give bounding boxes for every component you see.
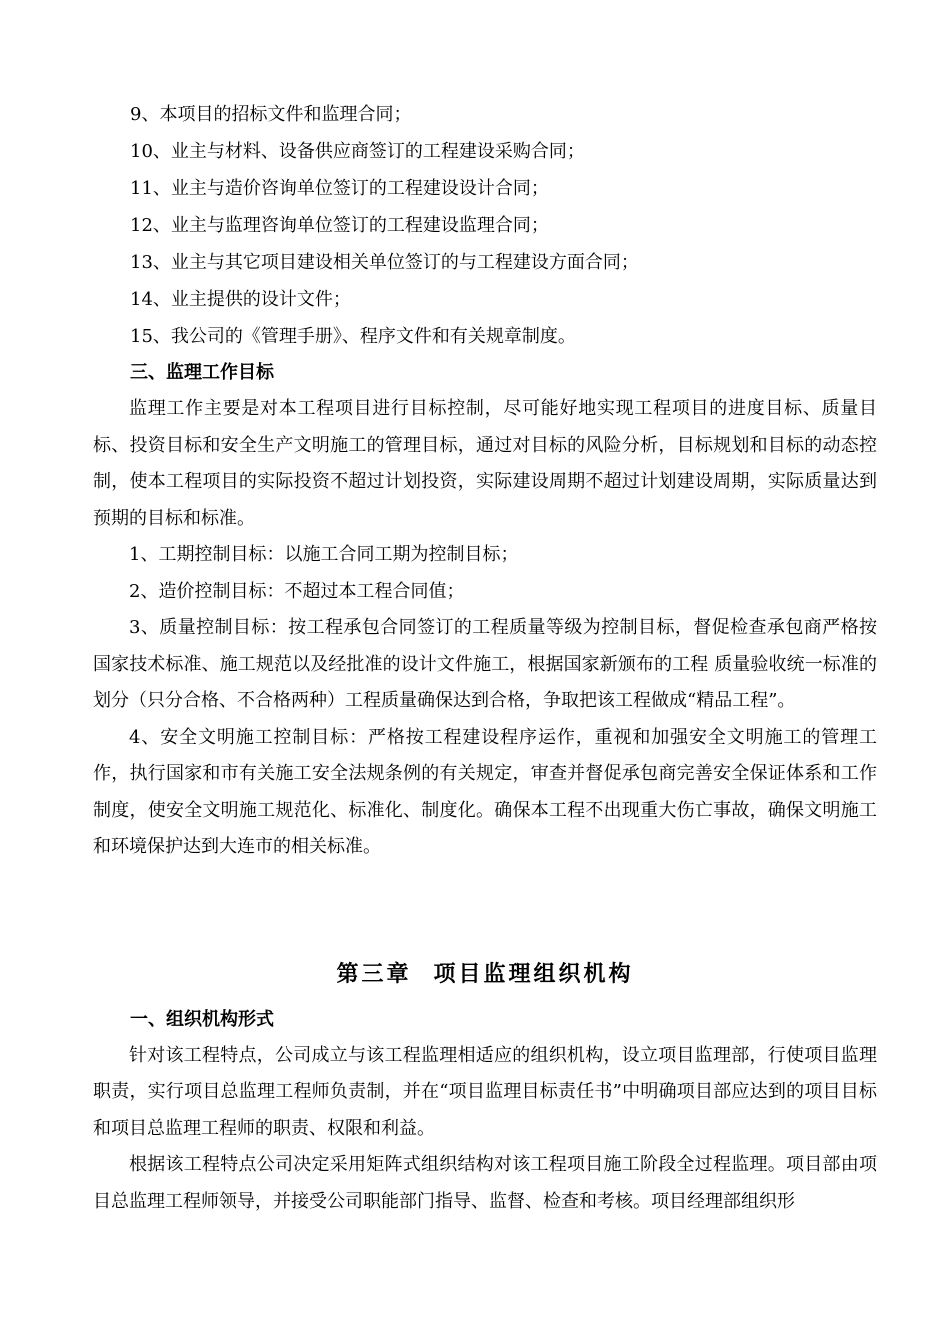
objectives-intro-paragraph: 监理工作主要是对本工程项目进行目标控制，尽可能好地实现工程项目的进度目标、质量目标、投资目标和安全生产文明施工的管理目标，通过对目标的风险分析，目标规划和目标的动态控制，使本工程项目的实际投资不超过计划投资，实际建设周期不超过计划建设周期，实际质量达到预期的目标和标准。: [93, 398, 877, 529]
objective-cost: 2、造价控制目标：不超过本工程合同值；: [129, 580, 465, 602]
objective-safety: 4、安全文明施工控制目标：严格按工程建设程序运作，重视和加强安全文明施工的管理工作，执行国家和市有关施工安全法规条例的有关规定，审查并督促承包商完善安全保证体系和工作制度，使安全文明施工规范化、标准化、制度化。确保本工程不出现重大伤亡事故，确保文明施工和环境保护达到大连市的相关标准。: [93, 726, 877, 857]
section-heading-org-form: 一、组织机构形式: [130, 1008, 274, 1030]
list-item: 10、业主与材料、设备供应商签订的工程建设采购合同；: [130, 141, 585, 162]
objective-quality: 3、质量控制目标：按工程承包合同签订的工程质量等级为控制目标，督促检查承包商严格按国家技术标准、施工规范以及经批准的设计文件施工，根据国家新颁布的工程 质量验收统一标准的划分（只分合格、不合格两种）工程质量确保达到合格，争取把该工程做成“精品工程”。: [93, 617, 877, 711]
objective-schedule: 1、工期控制目标：以施工合同工期为控制目标；: [129, 544, 519, 565]
chapter-title: [93, 946, 877, 1002]
list-item: 15、我公司的《管理手册》、程序文件和有关规章制度。: [130, 326, 576, 347]
org-paragraph-2: 根据该工程特点公司决定采用矩阵式组织结构对该工程项目施工阶段全过程监理。项目部由项目总监理工程师领导，并接受公司职能部门指导、监督、检查和考核。项目经理部组织形: [93, 1154, 877, 1212]
reference-list: [93, 96, 877, 355]
list-item: 14、业主提供的设计文件；: [130, 289, 351, 310]
list-item: 12、业主与监理咨询单位签订的工程建设监理合同；: [130, 215, 549, 236]
list-item: 9、本项目的招标文件和监理合同；: [130, 104, 412, 125]
org-paragraph-1: 针对该工程特点，公司成立与该工程监理相适应的组织机构，设立项目监理部，行使项目监理职责，实行项目总监理工程师负责制，并在“项目监理目标责任书”中明确项目部应达到的项目目标和项目总监理工程师的职责、权限和利益。: [93, 1044, 877, 1139]
spacer: [93, 866, 877, 946]
list-item: 13、业主与其它项目建设相关单位签订的与工程建设方面合同；: [130, 252, 639, 273]
list-item: 11、业主与造价咨询单位签订的工程建设设计合同；: [130, 178, 549, 199]
chapter-number: 第三章: [336, 960, 412, 987]
chapter-name: 项目监理组织机构: [433, 960, 634, 987]
section-heading-objectives: 三、监理工作目标: [130, 362, 274, 383]
document-page: [93, 96, 877, 1220]
